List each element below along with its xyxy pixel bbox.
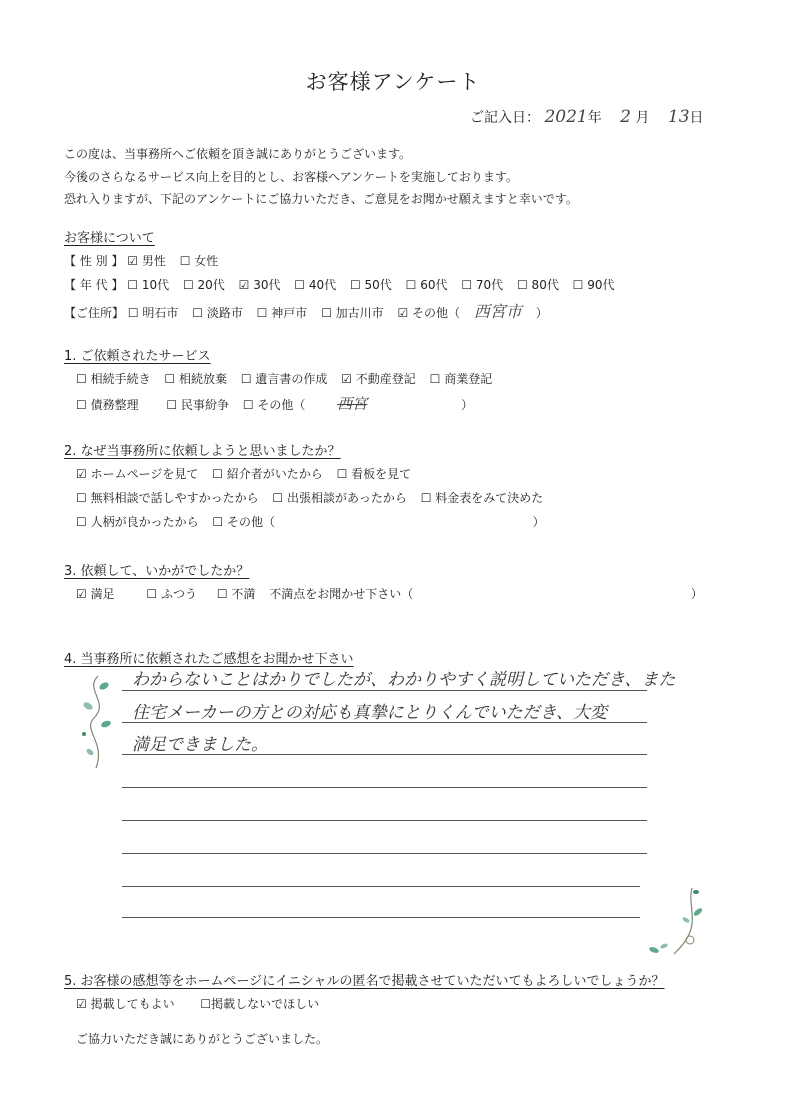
date-year: 2021 [544,107,588,127]
comment-text-2: 住宅メーカーの方との対応も真摯にとりくんでいただき、大変 [132,703,607,723]
q5-row [76,995,329,1012]
comment-line-5 [122,820,647,821]
service-other-close: ） [461,398,474,412]
date-month: 2 [620,107,631,127]
q2-row-3 [76,513,545,530]
address-other-checkbox[interactable]: ☑ その他（ [397,306,461,320]
dissatisfied-close: ） [690,587,703,601]
q4-heading: 4. 当事務所に依頼されたご感想をお聞かせ下さい [64,652,354,667]
service-real-estate-checkbox[interactable]: ☑ 不動産登記 [341,372,416,386]
page-title: お客様アンケート [305,70,481,94]
result-satisfied-checkbox[interactable]: ☑ 満足 [76,587,115,601]
closing-message: ご協力いただき誠にありがとうございました。 [76,1032,329,1046]
date-day-unit: 日 [689,110,704,126]
vine-decoration-right-icon [640,882,710,962]
comment-line-8 [122,917,640,918]
address-akashi-checkbox[interactable]: ☐ 明石市 [127,306,179,320]
service-commercial-checkbox[interactable]: ☐ 商業登記 [429,372,493,386]
reason-free-consult-checkbox[interactable]: ☐ 無料相談で話しやすかったから [76,491,259,505]
address-label: 【ご住所】 [64,306,125,320]
service-civil-checkbox[interactable]: ☐ 民事紛争 [166,398,229,412]
intro-line-2: 今後のさらなるサービス向上を目的とし、お客様へアンケートを実施しております。 [64,170,518,184]
intro-line-1: この度は、当事務所へご依頼を頂き誠にありがとうございます。 [64,147,412,161]
q3-heading: 3. 依頼して、いかがでしたか？ [64,564,250,579]
comment-line-4 [122,787,647,788]
reason-referral-checkbox[interactable]: ☐ 紹介者がいたから [212,467,323,481]
publish-no-checkbox[interactable]: ☐掲載しないでほしい [200,997,320,1011]
age-10s-checkbox[interactable]: ☐ 10代 [127,278,170,292]
service-inheritance-checkbox[interactable]: ☐ 相続手続き [76,372,151,386]
age-60s-checkbox[interactable]: ☐ 60代 [405,278,448,292]
q5-heading: 5. お客様の感想等をホームページにイニシャルの匿名で掲載させていただいてもよろしいでしょうか？ [64,974,665,989]
q2-heading: 2. なぜ当事務所に依頼しようと思いましたか？ [64,444,341,459]
age-20s-checkbox[interactable]: ☐ 20代 [182,278,225,292]
age-row [64,276,625,293]
date-year-unit: 年 [587,110,602,126]
q1-row-1 [76,370,502,387]
result-dissatisfied-checkbox[interactable]: ☐ 不満 [216,587,256,601]
service-other-struck-value: 西宮 [337,395,368,413]
q1-row-2 [76,393,473,414]
q2-row-1 [76,465,421,482]
result-neutral-checkbox[interactable]: ☐ ふつう [146,587,197,601]
intro-line-3: 恐れ入りますが、下記のアンケートにご協力いただき、ご意見をお聞かせ願えますと幸いです。 [64,192,578,206]
address-awaji-checkbox[interactable]: ☐ 淡路市 [192,306,243,320]
q2-row-2 [76,489,553,506]
dissatisfied-prompt: 不満点をお聞かせ下さい（ [269,587,414,601]
reason-signboard-checkbox[interactable]: ☐ 看板を見て [336,467,412,481]
address-kakogawa-checkbox[interactable]: ☐ 加古川市 [321,306,384,320]
reason-homepage-checkbox[interactable]: ☑ ホームページを見て [76,467,199,481]
comment-line-6 [122,853,647,854]
vine-decoration-left-icon [76,672,120,772]
comment-line-1 [122,690,647,691]
address-kobe-checkbox[interactable]: ☐ 神戸市 [256,306,308,320]
reason-other-close: ） [532,515,545,529]
gender-female-checkbox[interactable]: ☐ 女性 [179,254,219,268]
q3-row [76,585,703,602]
age-40s-checkbox[interactable]: ☐ 40代 [294,278,337,292]
gender-row [64,252,228,269]
service-debt-checkbox[interactable]: ☐ 債務整理 [76,398,139,412]
reason-other-checkbox[interactable]: ☐ その他（ [212,515,275,529]
reason-price-list-checkbox[interactable]: ☐ 料金表をみて決めた [420,491,544,505]
q1-heading: 1. ご依頼されたサービス [64,349,211,364]
date-month-unit: 月 [635,110,650,126]
reason-onsite-consult-checkbox[interactable]: ☐ 出張相談があったから [272,491,407,505]
comment-text-1: わからないことはかりでしたが、わかりやすく説明していただき、また [132,670,676,690]
address-other-value: 西宮市 [473,302,522,321]
section-about-heading: お客様について [64,231,155,246]
date-day: 13 [667,107,690,127]
service-will-checkbox[interactable]: ☐ 遺言書の作成 [240,372,328,386]
address-other-close: ） [535,306,548,320]
reason-personality-checkbox[interactable]: ☐ 人柄が良かったから [76,515,199,529]
address-row [64,299,548,322]
age-70s-checkbox[interactable]: ☐ 70代 [461,278,504,292]
age-80s-checkbox[interactable]: ☐ 80代 [516,278,559,292]
gender-male-checkbox[interactable]: ☑ 男性 [127,254,166,268]
age-label: 【 年 代 】 [64,278,124,292]
publish-ok-checkbox[interactable]: ☑ 掲載してもよい [76,997,175,1011]
age-90s-checkbox[interactable]: ☐ 90代 [572,278,615,292]
comment-line-7 [122,886,640,887]
service-renunciation-checkbox[interactable]: ☐ 相続放棄 [164,372,227,386]
comment-text-3: 満足できました。 [132,735,268,755]
age-30s-checkbox[interactable]: ☑ 30代 [238,278,281,292]
date-label: ご記入日： [470,110,540,126]
age-50s-checkbox[interactable]: ☐ 50代 [349,278,392,292]
entry-date [470,107,704,127]
service-other-checkbox[interactable]: ☐ その他（ [242,398,306,412]
gender-label: 【 性 別 】 [64,254,124,268]
